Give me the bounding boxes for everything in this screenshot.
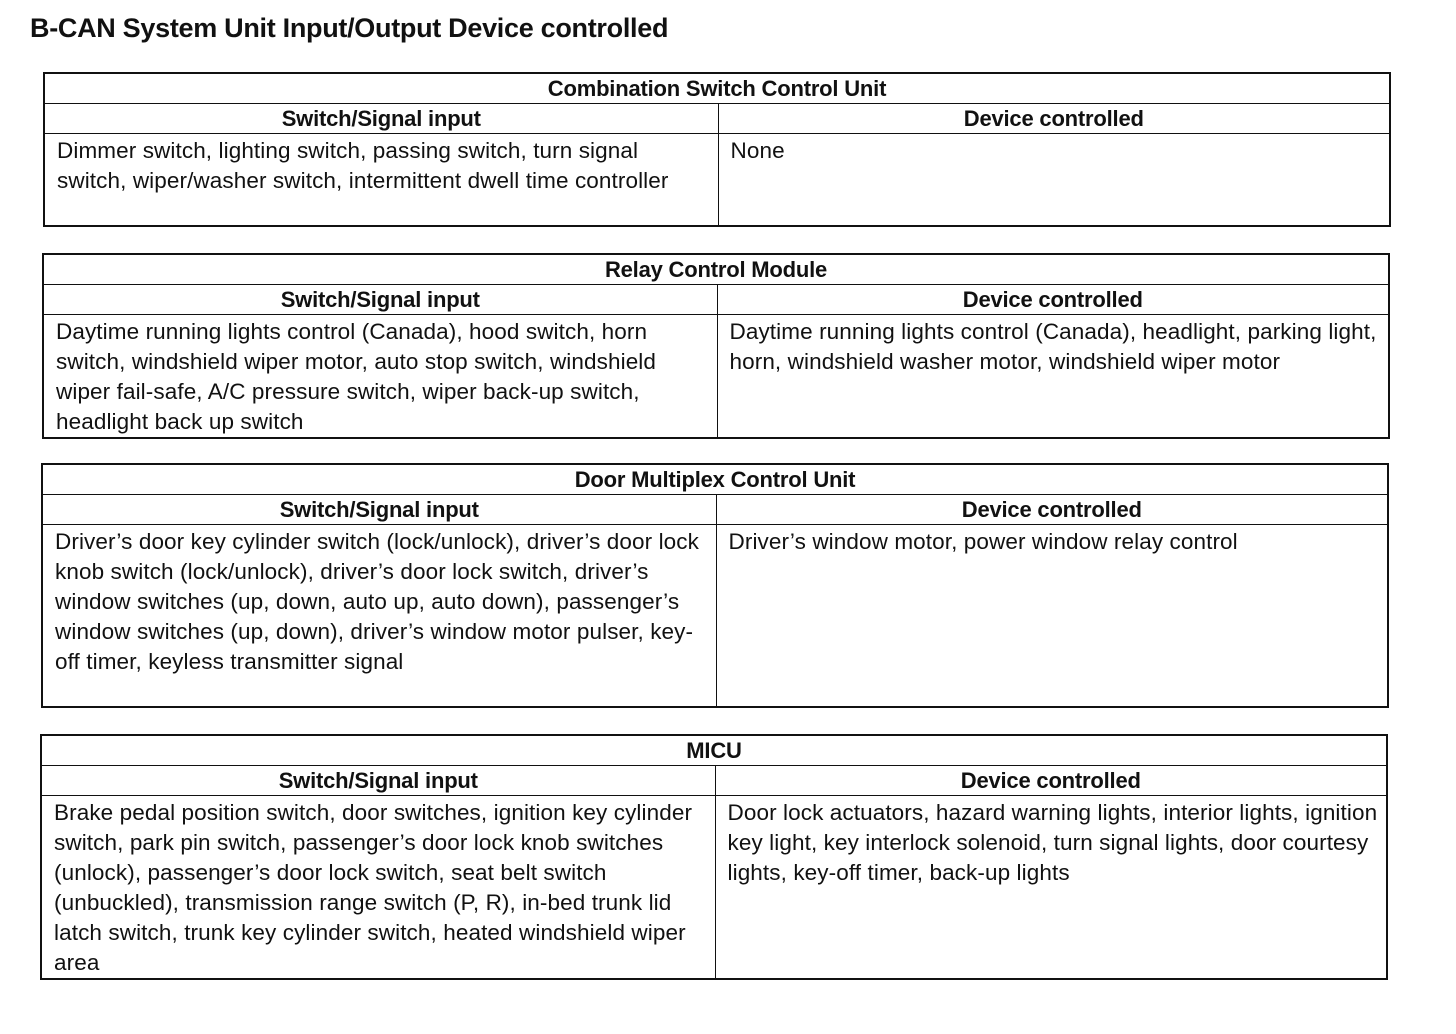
- switch-signal-input-cell: Daytime running lights control (Canada), hood switch, horn switch, windshield wiper motor, auto stop switch, windshield wiper fail-safe, A/C pressure switch, wiper back-up switch, headlight back up switch: [43, 315, 717, 439]
- device-controlled-cell: Daytime running lights control (Canada), headlight, parking light, horn, windshield washer motor, windshield wiper motor: [717, 315, 1389, 439]
- micu-table: [40, 734, 1388, 980]
- unit-name: Relay Control Module: [43, 254, 1389, 285]
- device-controlled-cell: Driver’s window motor, power window relay control: [716, 525, 1388, 708]
- switch-signal-input-header: Switch/Signal input: [43, 285, 717, 315]
- page-title: B-CAN System Unit Input/Output Device controlled: [30, 13, 669, 43]
- device-controlled-cell: Door lock actuators, hazard warning lights, interior lights, ignition key light, key interlock solenoid, turn signal lights, door courtesy lights, key-off timer, back-up lights: [715, 796, 1387, 980]
- device-controlled-header: Device controlled: [715, 766, 1387, 796]
- switch-signal-input-header: Switch/Signal input: [42, 495, 716, 525]
- combination-switch-control-unit-table: [43, 72, 1391, 227]
- device-controlled-cell: None: [718, 134, 1390, 227]
- door-multiplex-control-unit-table: [41, 463, 1389, 708]
- unit-name: Combination Switch Control Unit: [44, 73, 1390, 104]
- switch-signal-input-cell: Dimmer switch, lighting switch, passing switch, turn signal switch, wiper/washer switch, intermittent dwell time controller: [44, 134, 718, 227]
- unit-name: MICU: [41, 735, 1387, 766]
- device-controlled-header: Device controlled: [716, 495, 1388, 525]
- switch-signal-input-header: Switch/Signal input: [44, 104, 718, 134]
- switch-signal-input-header: Switch/Signal input: [41, 766, 715, 796]
- device-controlled-header: Device controlled: [717, 285, 1389, 315]
- relay-control-module-table: [42, 253, 1390, 439]
- unit-name: Door Multiplex Control Unit: [42, 464, 1388, 495]
- device-controlled-header: Device controlled: [718, 104, 1390, 134]
- switch-signal-input-cell: Driver’s door key cylinder switch (lock/unlock), driver’s door lock knob switch (lock/unlock), driver’s door lock switch, driver’s window switches (up, down, auto up, auto down), passenger’s window switches (up, down), driver’s window motor pulser, key-off timer, keyless transmitter signal: [42, 525, 716, 708]
- switch-signal-input-cell: Brake pedal position switch, door switches, ignition key cylinder switch, park pin switch, passenger’s door lock knob switches (unlock), passenger’s door lock switch, seat belt switch (unbuckled), transmission range switch (P, R), in-bed trunk lid latch switch, trunk key cylinder switch, heated windshield wiper area: [41, 796, 715, 980]
